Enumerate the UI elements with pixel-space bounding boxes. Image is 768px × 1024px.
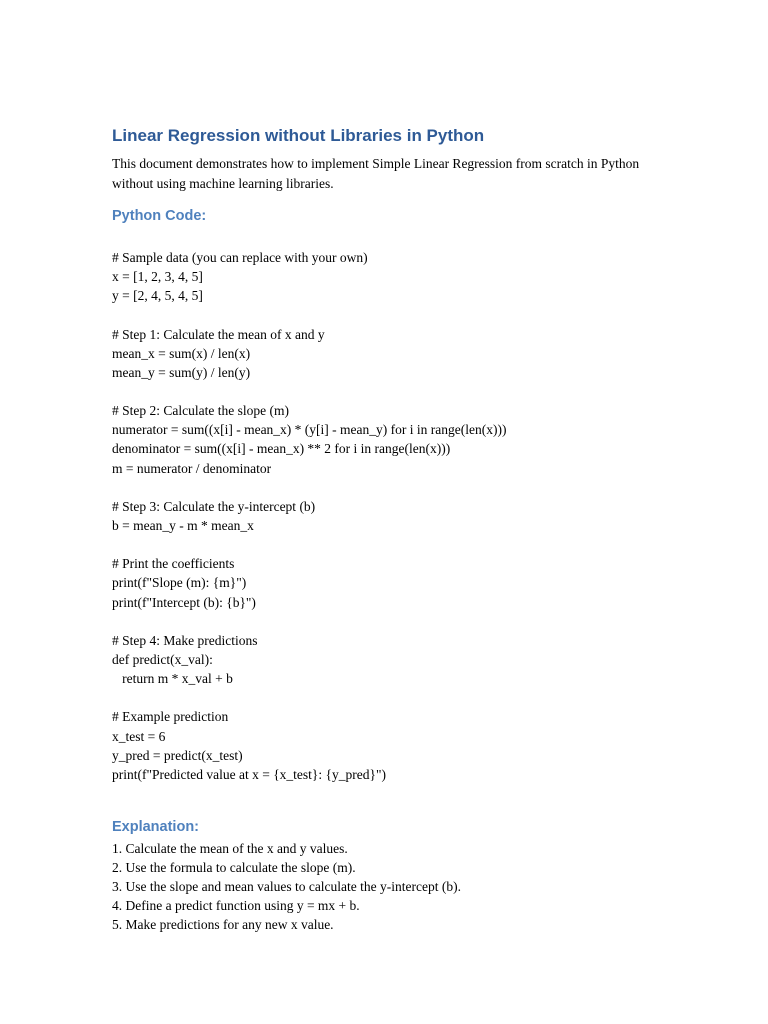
code-line: b = mean_y - m * mean_x	[112, 517, 254, 533]
code-line: # Example prediction	[112, 709, 229, 725]
code-line: x = [1, 2, 3, 4, 5]	[112, 269, 203, 285]
explanation-item: 1. Calculate the mean of the x and y values.	[112, 840, 348, 856]
code-line: def predict(x_val):	[112, 651, 213, 667]
document-title: Linear Regression without Libraries in Python	[112, 126, 485, 145]
explanation-list	[112, 839, 672, 934]
code-line: mean_x = sum(x) / len(x)	[112, 345, 251, 361]
explanation-heading: Explanation:	[112, 818, 200, 835]
code-block	[112, 248, 672, 784]
code-line	[112, 535, 672, 554]
code-line: m = numerator / denominator	[112, 460, 272, 476]
explanation-item: 5. Make predictions for any new x value.	[112, 916, 334, 932]
explanation-item: 3. Use the slope and mean values to calculate the y-intercept (b).	[112, 878, 461, 894]
code-line	[112, 478, 672, 497]
code-line: y = [2, 4, 5, 4, 5]	[112, 288, 203, 304]
code-line: # Step 2: Calculate the slope (m)	[112, 403, 289, 419]
explanation-item: 4. Define a predict function using y = mx + b.	[112, 897, 360, 913]
code-line: # Sample data (you can replace with your own)	[112, 250, 368, 265]
code-line: numerator = sum((x[i] - mean_x) * (y[i] - mean_y) for i in range(len(x)))	[112, 422, 507, 438]
code-line: mean_y = sum(y) / len(y)	[112, 364, 251, 380]
code-line	[112, 305, 672, 324]
code-line	[112, 382, 672, 401]
code-line: # Step 1: Calculate the mean of x and y	[112, 326, 325, 342]
code-line	[112, 688, 672, 707]
intro-paragraph: This document demonstrates how to implement Simple Linear Regression from scratch in Python without using machine learning libraries.	[112, 156, 640, 191]
code-line: x_test = 6	[112, 728, 166, 744]
code-line: # Print the coefficients	[112, 556, 235, 572]
document-content	[112, 124, 672, 934]
code-line: print(f"Predicted value at x = {x_test}: {y_pred}")	[112, 766, 386, 782]
code-line: y_pred = predict(x_test)	[112, 747, 243, 763]
code-line: print(f"Intercept (b): {b}")	[112, 594, 256, 610]
code-line: # Step 3: Calculate the y-intercept (b)	[112, 498, 316, 514]
code-line: denominator = sum((x[i] - mean_x) ** 2 for i in range(len(x)))	[112, 441, 451, 457]
code-line: print(f"Slope (m): {m}")	[112, 575, 247, 591]
code-line: # Step 4: Make predictions	[112, 632, 258, 648]
code-heading: Python Code:	[112, 208, 207, 224]
code-line: return m * x_val + b	[112, 671, 233, 687]
code-line	[112, 612, 672, 631]
explanation-item: 2. Use the formula to calculate the slope (m).	[112, 859, 356, 875]
